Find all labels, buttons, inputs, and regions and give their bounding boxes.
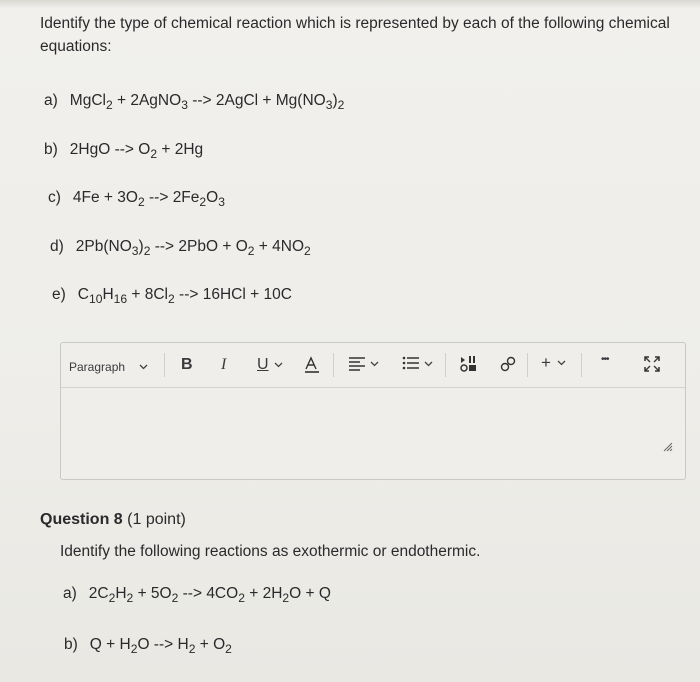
formula-text: + O — [195, 636, 226, 653]
editor-toolbar — [61, 343, 685, 388]
equation-text — [69, 141, 204, 162]
subscript: 2 — [225, 642, 232, 657]
subscript: 2 — [126, 591, 134, 606]
formula-text: O — [206, 189, 219, 206]
subscript: 2 — [137, 195, 145, 210]
formula-text: --> 4CO — [178, 585, 239, 602]
question-8-title: Question 8 — [40, 511, 123, 528]
question-8-heading — [40, 511, 186, 529]
toolbar-divider — [445, 353, 446, 377]
formula-text: --> 2AgCl + Mg(NO — [187, 92, 326, 109]
formula-text: + 2Hg — [157, 141, 204, 158]
subscript: 2 — [150, 147, 158, 162]
subscript: 2 — [337, 98, 345, 113]
subscript: 2 — [171, 591, 179, 606]
expand-icon — [643, 355, 661, 373]
equation-text — [88, 585, 331, 606]
formula-text: --> 2PbO + O — [150, 238, 248, 255]
answer-editor[interactable] — [60, 342, 686, 480]
equation-label: a) — [63, 585, 77, 602]
subscript: 2 — [282, 591, 290, 606]
formula-text: H — [115, 585, 127, 602]
toolbar-divider — [333, 353, 334, 377]
equation-label: c) — [48, 189, 61, 206]
link-icon — [499, 355, 517, 373]
formula-text: O --> H — [137, 636, 189, 653]
underline-button[interactable] — [257, 356, 283, 374]
paragraph-style-select[interactable] — [69, 360, 148, 374]
equation-label: e) — [52, 286, 66, 303]
cropped-header-strip — [0, 0, 700, 8]
question-7-prompt: Identify the type of chemical reaction which is represented by each of the following chemical equations: — [40, 15, 670, 55]
formula-text: --> 16HCl + 10C — [174, 286, 292, 303]
equation-label: b) — [64, 636, 78, 653]
formula-text: + 4NO — [254, 238, 305, 255]
equation-e — [52, 286, 292, 307]
formula-text: H — [102, 286, 114, 303]
subscript: 2 — [143, 244, 151, 259]
link-button[interactable] — [499, 355, 517, 373]
equation-label: a) — [44, 92, 58, 109]
formula-text: + 5O — [133, 585, 172, 602]
subscript: 10 — [89, 292, 103, 307]
formula-text: + 2H — [244, 585, 283, 602]
text-color-icon — [303, 355, 321, 373]
subscript: 2 — [238, 591, 245, 606]
subscript: 3 — [131, 244, 139, 259]
formula-text: 2HgO --> O — [69, 141, 151, 158]
insert-more-button[interactable] — [541, 353, 566, 373]
italic-label: I — [221, 356, 227, 373]
paragraph-style-label: Paragraph — [69, 360, 126, 374]
formula-text: + 2AgNO — [112, 92, 182, 109]
question-8-points: (1 point) — [127, 511, 186, 528]
subscript: 3 — [325, 98, 333, 113]
subscript: 16 — [113, 292, 128, 307]
chevron-down-icon — [274, 362, 283, 368]
toolbar-divider — [164, 353, 165, 377]
formula-text: ) — [332, 92, 338, 109]
chevron-down-icon — [557, 360, 566, 366]
equation-text — [77, 286, 292, 307]
equation-text — [72, 189, 225, 210]
formula-text: 2C — [88, 585, 109, 602]
fullscreen-button[interactable] — [643, 355, 661, 373]
toolbar-divider — [581, 353, 582, 377]
question-8-prompt: Identify the following reactions as exothermic or endothermic. — [60, 543, 481, 560]
underline-label: U — [257, 356, 269, 373]
chevron-down-icon — [370, 361, 379, 367]
chevron-down-icon — [424, 361, 433, 367]
text-color-button[interactable] — [303, 355, 321, 373]
italic-button[interactable] — [221, 356, 226, 374]
list-button[interactable] — [402, 356, 433, 372]
q8-equation-b — [64, 636, 232, 657]
formula-text: ) — [138, 238, 144, 255]
equation-text — [69, 92, 345, 113]
equation-text — [75, 238, 311, 259]
formula-text: O + Q — [289, 585, 331, 602]
bold-button[interactable] — [181, 356, 193, 374]
formula-text: 4Fe + 3O — [72, 189, 138, 206]
equation-a — [44, 92, 345, 113]
answer-text-area[interactable] — [69, 395, 677, 471]
align-left-icon — [348, 356, 366, 372]
formula-text: MgCl — [69, 92, 106, 109]
subscript: 2 — [199, 195, 207, 210]
subscript: 2 — [130, 642, 138, 657]
align-button[interactable] — [348, 356, 379, 372]
more-options-button[interactable] — [601, 354, 609, 365]
formula-text: 2Pb(NO — [75, 238, 132, 255]
formula-text: C — [77, 286, 89, 303]
equation-d — [50, 238, 311, 259]
formula-text: --> 2Fe — [144, 189, 200, 206]
bold-label: B — [181, 356, 193, 373]
equation-c — [48, 189, 225, 210]
resize-handle-icon[interactable] — [663, 439, 673, 457]
media-embed-icon — [459, 355, 479, 373]
equation-label: b) — [44, 141, 58, 158]
equation-b — [44, 141, 204, 162]
subscript: 2 — [105, 98, 113, 113]
media-button[interactable] — [459, 355, 479, 373]
bullet-list-icon — [402, 356, 420, 372]
ellipsis-icon: ••• — [601, 354, 609, 365]
formula-text: Q + H — [89, 636, 131, 653]
subscript: 2 — [168, 292, 175, 307]
subscript: 2 — [247, 244, 255, 259]
equation-label: d) — [50, 238, 64, 255]
subscript: 2 — [304, 244, 311, 259]
equation-text — [89, 636, 232, 657]
subscript: 3 — [181, 98, 188, 113]
q8-equation-a — [63, 585, 331, 606]
subscript: 3 — [218, 195, 225, 210]
chevron-down-icon — [139, 364, 148, 370]
toolbar-divider — [527, 353, 528, 377]
subscript: 2 — [108, 591, 116, 606]
insert-more-label: + — [541, 353, 551, 372]
formula-text: + 8Cl — [127, 286, 169, 303]
subscript: 2 — [188, 642, 196, 657]
